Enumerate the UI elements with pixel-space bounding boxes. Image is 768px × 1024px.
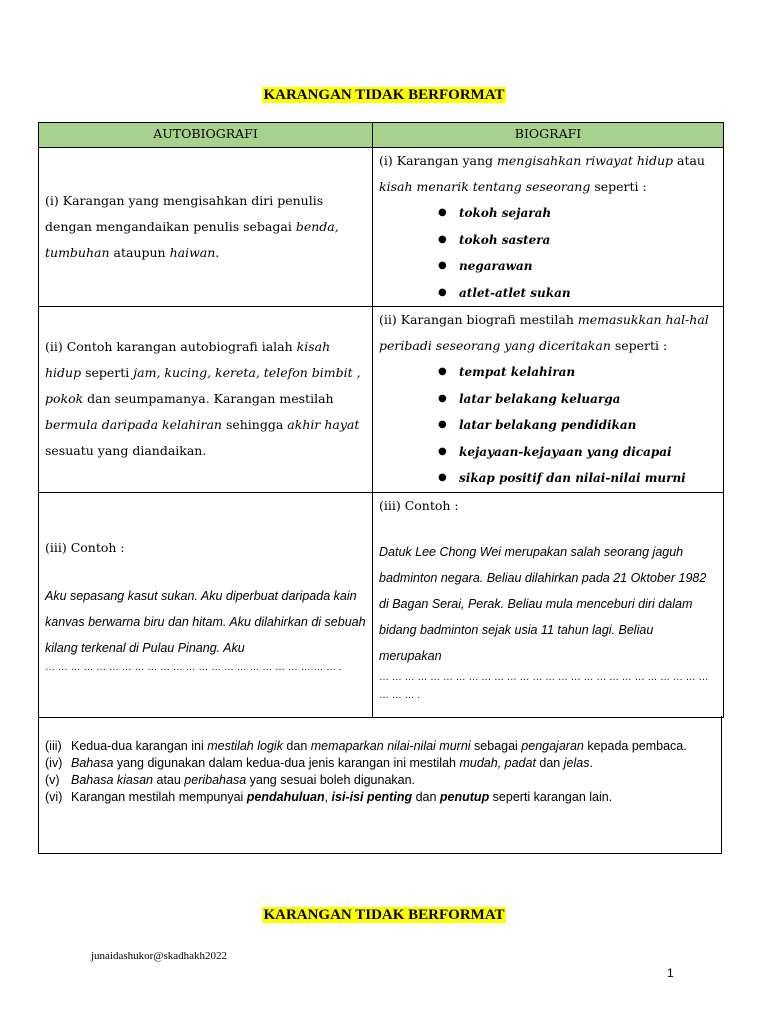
biografi-example bbox=[373, 492, 724, 717]
list-item: (vi) Karangan mestilah mempunyai pendahuluan, isi-isi penting dan penutup seperti karangan lain. bbox=[45, 790, 613, 804]
header-autobiografi: AUTOBIOGRAFI bbox=[39, 123, 373, 148]
document-title: KARANGAN TIDAK BERFORMAT bbox=[263, 87, 505, 103]
example-label: (iii) Contoh : bbox=[45, 539, 125, 555]
autobiografi-definition: (i) Karangan yang mengisahkan diri penulis dengan mengandaikan penulis sebagai benda, tumbuhan ataupun haiwan. bbox=[39, 148, 373, 307]
list-item: ● tokoh sejarah bbox=[459, 200, 717, 227]
footer-author: junaidashukor@skadhakh2022 bbox=[91, 950, 227, 962]
example-text: Aku sepasang kasut sukan. Aku diperbuat daripada kain kanvas berwarna biru dan hitam. Aku dilahirkan di sebuah kilang terkenal di Pulau Pinang. Aku bbox=[45, 588, 366, 655]
example-label: (iii) Contoh : bbox=[379, 497, 459, 513]
table-row bbox=[39, 148, 724, 307]
bullet-list bbox=[379, 200, 717, 306]
biografi-content-desc: (ii) Karangan biografi mestilah memasukkan hal-hal peribadi seseorang yang diceritakan seperti : ● tempat kelahiran ● latar belakang keluarga ● latar belakang pendidikan ● kejayaan-kejayaan yang dicapai ● sikap positif dan nilai-nilai murni bbox=[373, 307, 724, 493]
document-title-repeat: KARANGAN TIDAK BERFORMAT bbox=[263, 907, 505, 923]
table-row bbox=[39, 492, 724, 717]
biografi-definition: (i) Karangan yang mengisahkan riwayat hidup atau kisah menarik tentang seseorang seperti : ● tokoh sejarah ● tokoh sastera ● negarawan ● atlet-atlet sukan bbox=[373, 148, 724, 307]
bullet-list bbox=[379, 359, 717, 492]
page-number: 1 bbox=[667, 966, 674, 980]
example-dots: … … … … … … … … … … … … … … … … … … … … … … … … … … … … … . bbox=[379, 671, 709, 701]
list-item: ● kejayaan-kejayaan yang dicapai bbox=[459, 439, 717, 466]
header-biografi: BIOGRAFI bbox=[373, 123, 724, 148]
autobiografi-example-desc: (ii) Contoh karangan autobiografi ialah kisah hidup seperti jam, kucing, kereta, telefon bimbit , pokok dan seumpamanya. Karangan mestilah bermula daripada kelahiran sehingga akhir hayat sesuatu yang diandaikan. bbox=[39, 307, 373, 493]
comparison-table bbox=[38, 122, 724, 718]
list-item: (iii) Kedua-dua karangan ini mestilah logik dan memaparkan nilai-nilai murni sebagai pengajaran kepada pembaca. bbox=[45, 739, 687, 753]
list-item: ● negarawan bbox=[459, 253, 717, 280]
list-item: ● tempat kelahiran bbox=[459, 359, 717, 386]
list-item: ● atlet-atlet sukan bbox=[459, 280, 717, 307]
list-item: ● latar belakang pendidikan bbox=[459, 412, 717, 439]
example-text: Datuk Lee Chong Wei merupakan salah seorang jaguh badminton negara. Beliau dilahirkan pada 21 Oktober 1982 di Bagan Serai, Perak. Beliau mula menceburi diri dalam bidang badminton sejak usia 11 tahun lagi. Beliau merupakan bbox=[379, 544, 707, 663]
list-item: ● latar belakang keluarga bbox=[459, 386, 717, 413]
list-item: ● tokoh sastera bbox=[459, 227, 717, 254]
table-header-row bbox=[39, 123, 724, 148]
example-dots: … … … … … … … … … … … … … … … … … … … … … … … . bbox=[45, 661, 342, 673]
autobiografi-example bbox=[39, 492, 373, 717]
summary-notes bbox=[38, 716, 722, 854]
list-item: ● sikap positif dan nilai-nilai murni bbox=[459, 465, 717, 492]
list-item: (v) Bahasa kiasan atau peribahasa yang sesuai boleh digunakan. bbox=[45, 773, 416, 787]
table-row bbox=[39, 307, 724, 493]
list-item: (iv) Bahasa yang digunakan dalam kedua-dua jenis karangan ini mestilah mudah, padat dan jelas. bbox=[45, 756, 593, 770]
